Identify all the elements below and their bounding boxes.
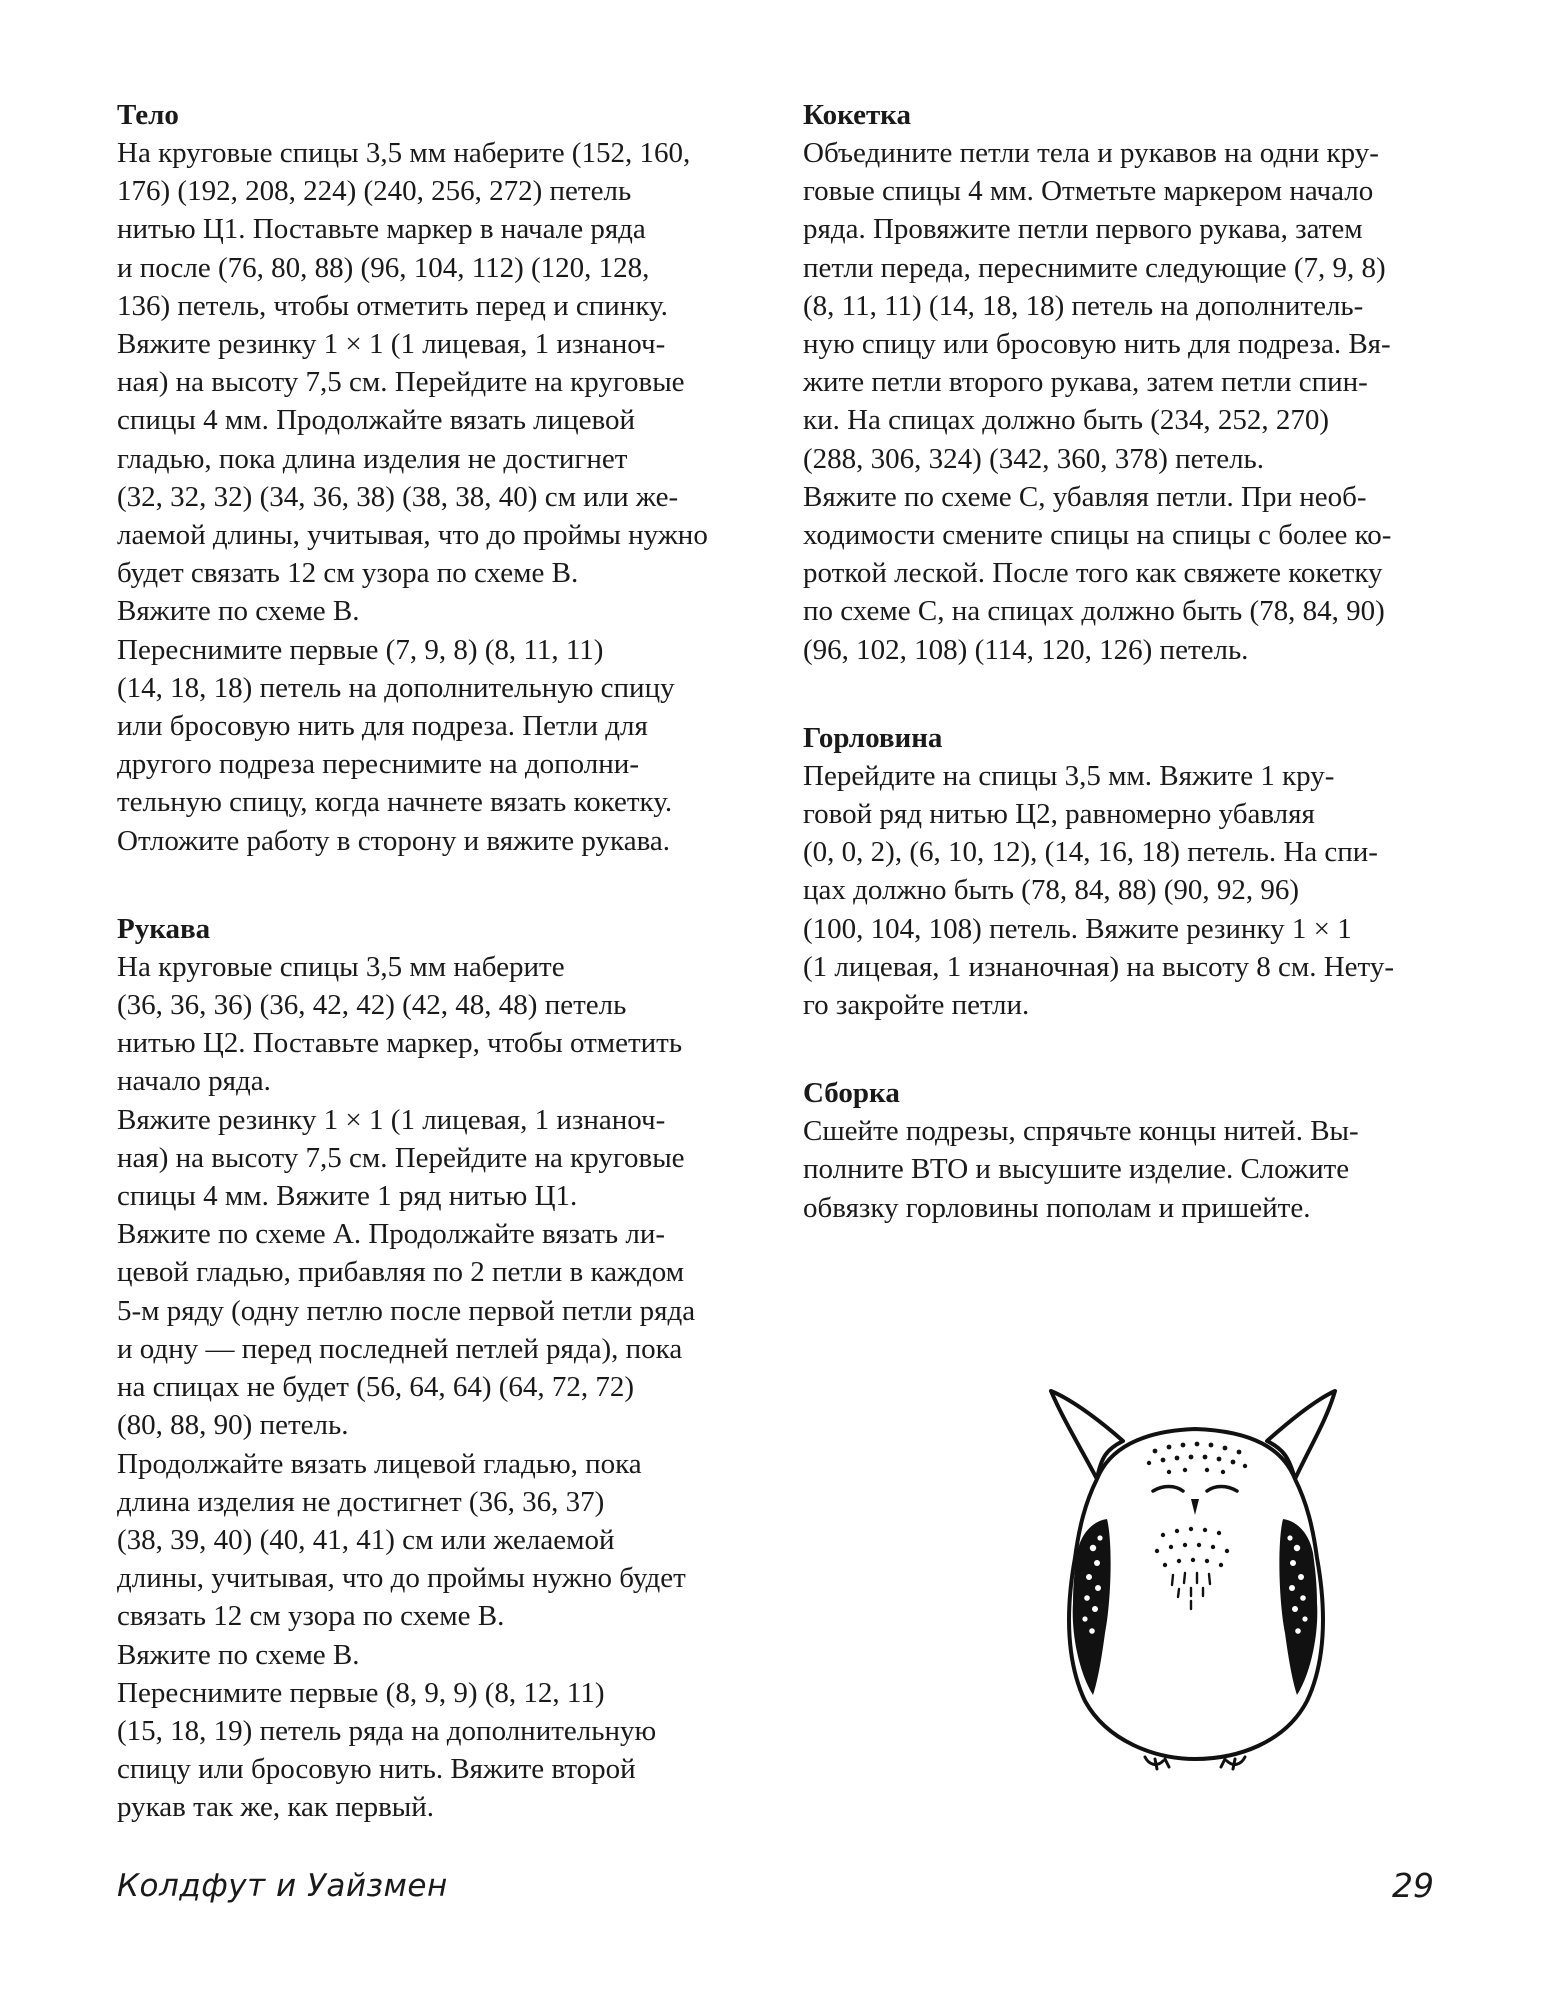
- text-line: ходимости смените спицы на спицы с более ко-: [803, 519, 1392, 552]
- text-line: 5-м ряду (одну петлю после первой петли ряда: [117, 1294, 696, 1327]
- text-line: Сшейте подрезы, спрячьте концы нитей. Вы-: [803, 1115, 1359, 1148]
- owl-illustration: [1045, 1383, 1345, 1773]
- text-line: длины, учитывая, что до проймы нужно будет: [117, 1562, 686, 1595]
- section-title: Тело: [117, 99, 179, 131]
- text-line: (80, 88, 90) петель.: [117, 1409, 349, 1442]
- text-line: цах должно быть (78, 84, 88) (90, 92, 96): [803, 874, 1300, 907]
- text-line: Перейдите на спицы 3,5 мм. Вяжите 1 кру-: [803, 759, 1335, 792]
- text-line: На круговые спицы 3,5 мм наберите (152, 160,: [117, 137, 691, 169]
- section-sleeves: [117, 910, 757, 1827]
- text-line: Вяжите резинку 1 × 1 (1 лицевая, 1 изнаноч-: [117, 328, 666, 361]
- footer-author: Колдфут и Уайзмен: [117, 1868, 448, 1904]
- text-line: (96, 102, 108) (114, 120, 126) петель.: [803, 633, 1249, 666]
- text-line: (36, 36, 36) (36, 42, 42) (42, 48, 48) петель: [117, 989, 627, 1022]
- text-line: длина изделия не достигнет (36, 36, 37): [117, 1485, 605, 1518]
- text-line: (14, 18, 18) петель на дополнительную спицу: [117, 671, 675, 704]
- text-line: Отложите работу в сторону и вяжите рукава.: [117, 824, 670, 857]
- text-line: связать 12 см узора по схеме В.: [117, 1600, 505, 1633]
- text-line: будет связать 12 см узора по схеме В.: [117, 557, 579, 590]
- text-line: говой ряд нитью Ц2, равномерно убавляя: [803, 798, 1315, 831]
- text-line: (15, 18, 19) петель ряда на дополнительную: [117, 1714, 657, 1747]
- text-line: ки. На спицах должно быть (234, 252, 270): [803, 404, 1330, 437]
- text-line: на спицах не будет (56, 64, 64) (64, 72, 72): [117, 1371, 635, 1404]
- text-line: го закройте петли.: [803, 989, 1030, 1022]
- text-line: петли переда, переснимите следующие (7, 9, 8): [803, 251, 1386, 284]
- text-line: лаемой длины, учитывая, что до проймы нужно: [117, 519, 708, 552]
- text-line: полните ВТО и высушите изделие. Сложите: [803, 1153, 1350, 1186]
- text-line: обвязку горловины пополам и пришейте.: [803, 1191, 1311, 1224]
- text-line: по схеме С, на спицах должно быть (78, 84, 90): [803, 595, 1385, 628]
- text-line: Переснимите первые (7, 9, 8) (8, 11, 11): [117, 633, 604, 666]
- text-line: гладью, пока длина изделия не достигнет: [117, 442, 628, 475]
- section-neckline: [803, 719, 1443, 1024]
- section-title: Горловина: [803, 721, 943, 754]
- text-line: Переснимите первые (8, 9, 9) (8, 12, 11): [117, 1676, 605, 1709]
- text-line: и одну — перед последней петлей ряда), пока: [117, 1332, 683, 1365]
- section-title: Рукава: [117, 912, 211, 945]
- text-line: нитью Ц2. Поставьте маркер, чтобы отметить: [117, 1027, 683, 1060]
- text-line: ная) на высоту 7,5 см. Перейдите на круговые: [117, 366, 685, 399]
- section-yoke: [803, 96, 1443, 669]
- text-line: На круговые спицы 3,5 мм наберите: [117, 950, 565, 983]
- text-line: цевой гладью, прибавляя по 2 петли в каждом: [117, 1256, 685, 1289]
- text-line: 136) петель, чтобы отметить перед и спинку.: [117, 289, 668, 322]
- text-line: Объедините петли тела и рукавов на одни кру-: [803, 137, 1379, 169]
- text-line: (288, 306, 324) (342, 360, 378) петель.: [803, 442, 1265, 475]
- section-text: [803, 134, 1443, 669]
- text-line: другого подреза переснимите на дополни-: [117, 748, 639, 781]
- text-line: спицы 4 мм. Вяжите 1 ряд нитью Ц1.: [117, 1180, 578, 1213]
- section-title: Сборка: [803, 1077, 900, 1110]
- section-text: [803, 1112, 1443, 1227]
- text-line: 176) (192, 208, 224) (240, 256, 272) петель: [117, 175, 632, 208]
- section-title: Кокетка: [803, 99, 911, 131]
- text-line: ряда. Провяжите петли первого рукава, затем: [803, 213, 1363, 246]
- text-line: Вяжите резинку 1 × 1 (1 лицевая, 1 изнаноч-: [117, 1103, 666, 1136]
- text-line: Вяжите по схеме А. Продолжайте вязать ли-: [117, 1218, 666, 1251]
- section-body: [117, 96, 757, 860]
- text-line: (1 лицевая, 1 изнаночная) на высоту 8 см. Нету-: [803, 950, 1395, 983]
- right-column: [803, 96, 1443, 1277]
- left-column: [117, 96, 757, 1877]
- text-line: тельную спицу, когда начнете вязать кокетку.: [117, 786, 673, 819]
- text-line: ную спицу или бросовую нить для подреза. Вя-: [803, 328, 1391, 361]
- text-line: (8, 11, 11) (14, 18, 18) петель на дополнитель-: [803, 289, 1364, 322]
- text-line: спицу или бросовую нить. Вяжите второй: [117, 1753, 636, 1786]
- text-line: рукав так же, как первый.: [117, 1791, 435, 1824]
- text-line: Вяжите по схеме С, убавляя петли. При необ-: [803, 480, 1367, 513]
- text-line: роткой леской. После того как свяжете кокетку: [803, 557, 1383, 590]
- section-text: [117, 134, 757, 860]
- section-text: [117, 948, 757, 1827]
- text-line: спицы 4 мм. Продолжайте вязать лицевой: [117, 404, 636, 437]
- text-line: (38, 39, 40) (40, 41, 41) см или желаемой: [117, 1523, 615, 1556]
- text-line: начало ряда.: [117, 1065, 271, 1098]
- text-line: (100, 104, 108) петель. Вяжите резинку 1 × 1: [803, 912, 1352, 945]
- text-line: Вяжите по схеме В.: [117, 1638, 360, 1671]
- text-line: (32, 32, 32) (34, 36, 38) (38, 38, 40) см или же-: [117, 480, 679, 513]
- section-text: [803, 757, 1443, 1024]
- text-line: ная) на высоту 7,5 см. Перейдите на круговые: [117, 1141, 685, 1174]
- text-line: или бросовую нить для подреза. Петли для: [117, 710, 648, 743]
- text-line: нитью Ц1. Поставьте маркер в начале ряда: [117, 213, 646, 246]
- page-number: 29: [1392, 1866, 1434, 1905]
- text-line: Вяжите по схеме В.: [117, 595, 360, 628]
- section-assembly: [803, 1074, 1443, 1227]
- text-line: говые спицы 4 мм. Отметьте маркером начало: [803, 175, 1374, 208]
- text-line: Продолжайте вязать лицевой гладью, пока: [117, 1447, 642, 1480]
- text-line: и после (76, 80, 88) (96, 104, 112) (120, 128,: [117, 251, 650, 284]
- text-line: (0, 0, 2), (6, 10, 12), (14, 16, 18) петель. На спи-: [803, 836, 1378, 869]
- text-line: жите петли второго рукава, затем петли спин-: [803, 366, 1368, 399]
